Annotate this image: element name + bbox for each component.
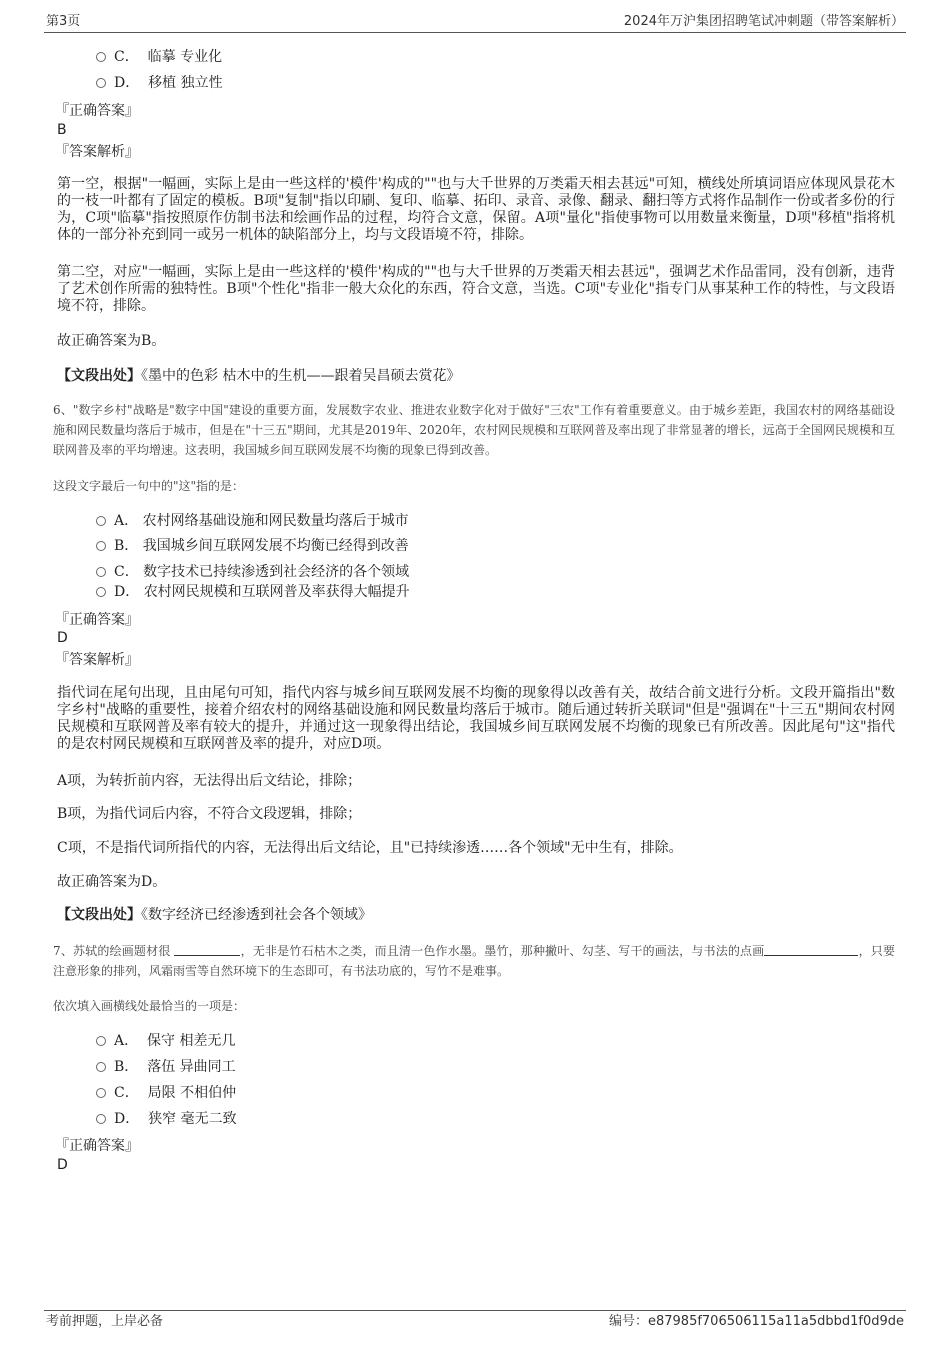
page-number: 第3页 (46, 14, 81, 29)
q7-option-a[interactable] (96, 1032, 235, 1050)
q7-stem (53, 941, 895, 981)
q6-analysis-label: 『答案解析』 (55, 652, 139, 668)
source-label: 【文段出处】 (57, 368, 141, 384)
option-letter: B． (114, 538, 139, 554)
q5-analysis-label: 『答案解析』 (55, 144, 139, 160)
fill-blank-2 (764, 943, 858, 956)
page-header (44, 12, 906, 33)
q6-question: 这段文字最后一句中的"这"指的是： (53, 479, 245, 493)
radio-icon[interactable] (96, 1088, 106, 1098)
q6-analysis-b: B项，为指代词后内容，不符合文段逻辑，排除； (57, 806, 362, 822)
source-title: 《数字经济已经渗透到社会各个领域》 (141, 907, 372, 923)
radio-icon[interactable] (96, 541, 106, 551)
option-text: 农村网民规模和互联网普及率获得大幅提升 (143, 584, 410, 600)
q7-question: 依次填入画横线处最恰当的一项是： (53, 999, 246, 1013)
option-letter: D． (114, 584, 140, 600)
q7-option-b[interactable] (96, 1058, 236, 1076)
q6-conclusion: 故正确答案为D。 (57, 874, 167, 890)
radio-icon[interactable] (96, 516, 106, 526)
source-label: 【文段出处】 (57, 907, 141, 923)
option-letter: C． (114, 564, 139, 580)
q6-answer: D (57, 630, 68, 646)
q6-analysis-p1: 指代词在尾句出现，且由尾句可知，指代内容与城乡间互联网发展不均衡的现象得以改善有关，故结合前文进行分析。文段开篇指出"数字乡村"战略的重要性，接着介绍农村的网络基础设施和网民数量均落后于城市。随后通过转折关联词"但是"强调在"十三五"期间农村网民规模和互联网普及率有较大的提升，并通过这一现象得出结论，我国城乡间互联网发展不均衡的现象已有所改善。因此尾句"这"指代的是农村网民规模和互联网普及率的提升，对应D项。 (57, 685, 895, 752)
option-text: 移植 独立性 (148, 75, 223, 91)
option-text: 狭窄 毫无二致 (148, 1111, 237, 1127)
option-text: 临摹 专业化 (147, 49, 223, 65)
option-letter: B． (114, 1059, 139, 1075)
option-letter: A． (114, 1033, 139, 1049)
stem-part: ，无非是竹石枯木之类，而且清一色作水墨。墨竹，那种撇叶、勾茎、写干的画法，与书法的点画 (240, 944, 765, 958)
q5-source (57, 368, 895, 385)
radio-icon[interactable] (96, 1062, 106, 1072)
option-text: 保守 相差无几 (147, 1033, 236, 1049)
q6-option-c[interactable] (96, 563, 409, 581)
footer-slogan: 考前押题，上岸必备 (46, 1314, 164, 1329)
q5-option-d[interactable] (96, 74, 223, 92)
q5-analysis-p2: 第二空，对应"一幅画，实际上是由一些这样的'模件'构成的""也与大千世界的万类霜天相去甚远"，强调艺术作品雷同，没有创新，违背了艺术创作所需的独特性。B项"个性化"指非一般大众化的东西，符合文意，当选。C项"专业化"指专门从事某种工作的特性，与文段语境不符，排除。 (57, 264, 895, 314)
q5-analysis-p1: 第一空，根据"一幅画，实际上是由一些这样的'模件'构成的""也与大千世界的万类霜天相去甚远"可知，横线处所填词语应体现风景花木的一枝一叶都有了固定的模板。B项"复制"指以印刷、复印、临摹、拓印、录音、录像、翻录、翻扫等方式将作品制作一份或者多份的行为，C项"临摹"指按照原作仿制书法和绘画作品的过程，均符合文意，保留。A项"量化"指使事物可以用数量来衡量，D项"移植"指将机体的一部分补充到同一或另一机体的缺陷部分上，均与文段语境不符，排除。 (57, 176, 895, 243)
stem-part: 7、苏轼的绘画题材很 (53, 944, 171, 958)
option-text: 落伍 异曲同工 (147, 1059, 236, 1075)
source-title: 《墨中的色彩 枯木中的生机——跟着吴昌硕去赏花》 (141, 368, 461, 384)
document-title: 2024年万沪集团招聘笔试冲刺题（带答案解析） (623, 14, 904, 29)
q5-option-c[interactable] (96, 48, 222, 66)
option-letter: D． (114, 1111, 140, 1127)
fill-blank-1 (174, 943, 240, 956)
radio-icon[interactable] (96, 78, 106, 88)
q5-answer-label: 『正确答案』 (55, 103, 139, 119)
option-letter: A． (114, 513, 139, 529)
option-text: 数字技术已持续渗透到社会经济的各个领域 (143, 564, 410, 580)
option-letter: C． (114, 1085, 139, 1101)
q5-answer: B (57, 122, 67, 138)
q7-option-c[interactable] (96, 1084, 236, 1102)
option-letter: C． (114, 49, 139, 65)
option-letter: D． (114, 75, 140, 91)
option-text: 局限 不相伯仲 (147, 1085, 237, 1101)
option-text: 农村网络基础设施和网民数量均落后于城市 (142, 513, 409, 529)
q5-conclusion: 故正确答案为B。 (57, 333, 166, 349)
radio-icon[interactable] (96, 567, 106, 577)
option-text: 我国城乡间互联网发展不均衡已经得到改善 (142, 538, 409, 554)
radio-icon[interactable] (96, 1114, 106, 1124)
q6-analysis-c: C项，不是指代词所指代的内容，无法得出后文结论，且"已持续渗透……各个领域"无中生有，排除。 (57, 840, 683, 856)
radio-icon[interactable] (96, 1036, 106, 1046)
q6-source (57, 907, 895, 924)
page-footer (44, 1310, 906, 1333)
stem-part: ，只要注意形象的排列，风霜雨雪等自然环境下的生态即可，有书法功底的，写竹不是难事。 (53, 944, 895, 978)
q7-answer-label: 『正确答案』 (55, 1138, 139, 1154)
q6-option-d[interactable] (96, 583, 410, 601)
q6-answer-label: 『正确答案』 (55, 612, 139, 628)
radio-icon[interactable] (96, 587, 106, 597)
q6-stem: 6、"数字乡村"战略是"数字中国"建设的重要方面，发展数字农业、推进农业数字化对于做好"三农"工作有着重要意义。由于城乡差距，我国农村的网络基础设施和网民数量均落后于城市，但是在"十三五"期间，尤其是2019年、2020年，农村网民规模和互联网普及率出现了非常显著的增长，远高于全国网民规模和互联网普及率的平均增速。这表明，我国城乡间互联网发展不均衡的现象已得到改善。 (53, 403, 895, 457)
document-id: 编号：e87985f706506115a11a5dbbd1f0d9de (608, 1314, 904, 1329)
q6-option-b[interactable] (96, 537, 409, 555)
q6-analysis-a: A项，为转折前内容，无法得出后文结论，排除； (57, 773, 362, 789)
q7-answer: D (57, 1157, 68, 1173)
q7-option-d[interactable] (96, 1110, 237, 1128)
radio-icon[interactable] (96, 52, 106, 62)
q6-option-a[interactable] (96, 512, 409, 530)
